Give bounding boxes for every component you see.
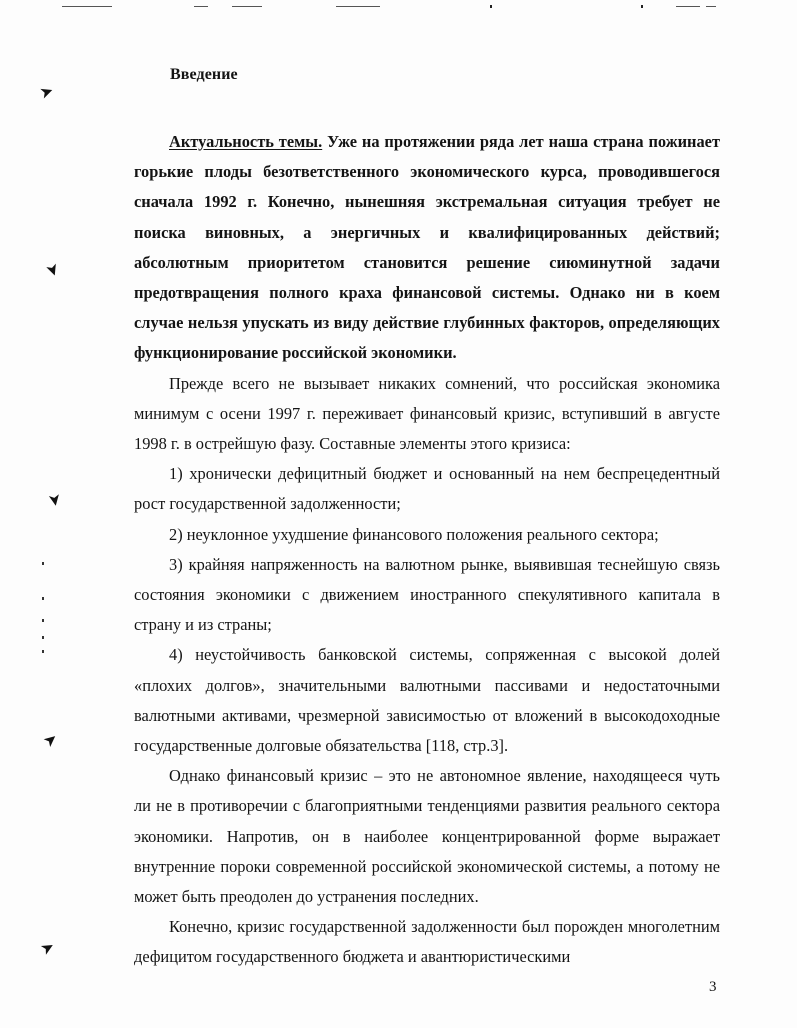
section-heading: Введение bbox=[170, 66, 238, 83]
body-text bbox=[134, 127, 720, 973]
scan-artifact-line bbox=[706, 6, 716, 7]
scan-artifact-dot bbox=[641, 5, 643, 8]
margin-dot bbox=[42, 636, 44, 639]
paragraph: Прежде всего не вызывает никаких сомнений, что российская экономика минимум с осени 1997 г. переживает финансовый кризис, вступивший в августе 1998 г. в острейшую фазу. Составные элементы этого кризиса: bbox=[134, 373, 720, 454]
paragraph-text: Уже на протяжении ряда лет наша страна пожинает горькие плоды безответственного экономического курса, проводившегося сначала 1992 г. Конечно, нынешняя экстремальная ситуация требует не поиска виновных, а энергичных и квалифицированных действий; абсолютным приоритетом становится решение сиюминутной задачи предотвращения полного краха финансовой системы. Однако ни в коем случае нельзя упускать из виду действие глубинных факторов, определяющих функционирование российской экономики. bbox=[134, 132, 720, 363]
margin-arrow-mark: ➤ bbox=[36, 80, 57, 103]
scan-artifact-line bbox=[194, 6, 208, 7]
margin-arrow-mark: ➤ bbox=[44, 491, 66, 509]
margin-dot bbox=[42, 597, 44, 600]
topic-label: Актуальность темы. bbox=[169, 132, 323, 151]
margin-dot bbox=[42, 650, 44, 653]
paragraph: Конечно, кризис государственной задолженности был порожден многолетним дефицитом государственного бюджета и авантюристическими bbox=[134, 917, 720, 967]
scan-artifact-dot bbox=[490, 5, 492, 8]
list-item: 2) неуклонное ухудшение финансового положения реального сектора; bbox=[169, 524, 659, 544]
margin-arrow-mark: ➤ bbox=[41, 260, 65, 280]
scan-artifact-line bbox=[62, 6, 112, 7]
margin-dot bbox=[42, 562, 44, 565]
list-item: 1) хронически дефицитный бюджет и основанный на нем беспрецедентный рост государственной задолженности; bbox=[134, 464, 720, 514]
paragraph-relevance bbox=[134, 127, 720, 369]
margin-dot bbox=[42, 619, 44, 622]
scan-artifact-line bbox=[336, 6, 380, 7]
page-number: 3 bbox=[709, 979, 717, 995]
margin-arrow-mark: ➤ bbox=[36, 935, 59, 960]
list-item: 3) крайняя напряженность на валютном рынке, выявившая теснейшую связь состояния экономики с движением иностранного спекулятивного капитала в страну и из страны; bbox=[134, 554, 720, 635]
margin-arrow-mark: ➤ bbox=[39, 728, 62, 752]
scan-artifact-line bbox=[232, 6, 262, 7]
scan-artifact-line bbox=[676, 6, 700, 7]
paragraph: Однако финансовый кризис – это не автономное явление, находящееся чуть ли не в противоречии с благоприятными тенденциями развития реального сектора экономики. Напротив, он в наиболее концентрированной форме выражает внутренние пороки современной российской экономической системы, а потому не может быть преодолен до устранения последних. bbox=[134, 766, 720, 907]
list-item: 4) неустойчивость банковской системы, сопряженная с высокой долей «плохих долгов», значительными валютными пассивами и недостаточными валютными активами, чрезмерной зависимостью от вложений в высокодоходные государственные долговые обязательства [118, стр.3]. bbox=[134, 645, 720, 756]
